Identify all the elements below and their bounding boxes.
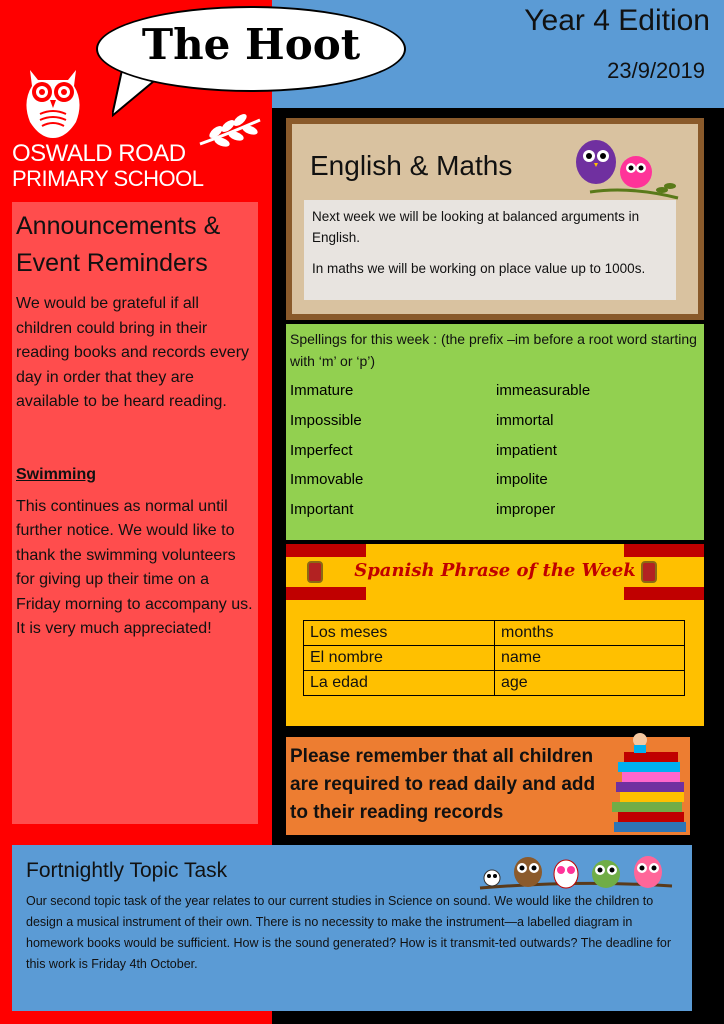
english-maths-title: English & Maths (310, 150, 513, 181)
swimming-heading: Swimming (16, 465, 97, 483)
spelling-word: Immovable (290, 471, 364, 488)
school-name-line2: PRIMARY SCHOOL (12, 166, 204, 191)
book-stack-icon (610, 728, 690, 836)
announcements-panel (12, 202, 258, 824)
laurel-branch-icon (198, 110, 264, 150)
topic-task-body: Our second topic task of the year relates to our current studies in Science on sound. We would like the children to design a musical instrument of their own. There is no necessity to make the instrument—a labelled diagram in homework books would be sufficient. How is the sound generated? How is it transmit-ted outwards? The deadline for this work is Friday 4th October. (26, 894, 672, 971)
spanish-phrase: El nombre (304, 646, 495, 671)
owls-row-icon (478, 850, 674, 894)
spelling-word: impatient (496, 442, 557, 459)
spelling-word: immortal (496, 412, 554, 429)
swimming-text: This continues as normal until further notice. We would like to thank the swimming volunteers for giving up their time on a Friday morning to accompany us. It is very much appreciated! (16, 497, 253, 637)
announcements-title-line1: Announcements & (16, 212, 221, 240)
announcements-title-line2: Event Reminders (16, 249, 208, 277)
spanish-phrase-table (303, 620, 685, 696)
edition-label: Year 4 Edition (524, 4, 710, 37)
spelling-word: Important (290, 501, 354, 518)
english-maths-card (304, 200, 676, 300)
english-translation: age (495, 671, 685, 696)
spanish-phrase: Los meses (304, 621, 495, 646)
owls-on-branch-icon (570, 136, 682, 206)
table-row (304, 621, 685, 646)
spelling-word: Imperfect (290, 442, 353, 459)
spellings-heading: Spellings for this week : (the prefix –im before a root word starting with ‘m’ or ‘p’) (290, 331, 697, 369)
owl-logo-icon (18, 62, 88, 142)
spelling-word: impolite (496, 471, 548, 488)
spelling-word: Immature (290, 382, 354, 399)
spelling-word: immeasurable (496, 382, 591, 399)
spanish-phrase: La edad (304, 671, 495, 696)
maths-note: In maths we will be working on place value up to 1000s. (312, 261, 646, 276)
spelling-word: improper (496, 501, 556, 518)
spelling-word: Impossible (290, 412, 362, 429)
announcements-intro: We would be grateful if all children could bring in their reading books and records every day in order that they are available to be heard reading. (16, 295, 250, 410)
english-translation: name (495, 646, 685, 671)
english-note: Next week we will be looking at balanced arguments in English. (312, 209, 640, 245)
reading-reminder-text: Please remember that all children are required to read daily and add to their reading records (290, 746, 596, 823)
newsletter-title: The Hoot (141, 20, 361, 69)
school-name-line1: OSWALD ROAD (12, 140, 186, 167)
spanish-phrase-title: Spanish Phrase of the Week (354, 560, 636, 581)
english-translation: months (495, 621, 685, 646)
issue-date: 23/9/2019 (607, 58, 705, 83)
table-row (304, 646, 685, 671)
topic-task-title: Fortnightly Topic Task (26, 859, 228, 882)
table-row (304, 671, 685, 696)
